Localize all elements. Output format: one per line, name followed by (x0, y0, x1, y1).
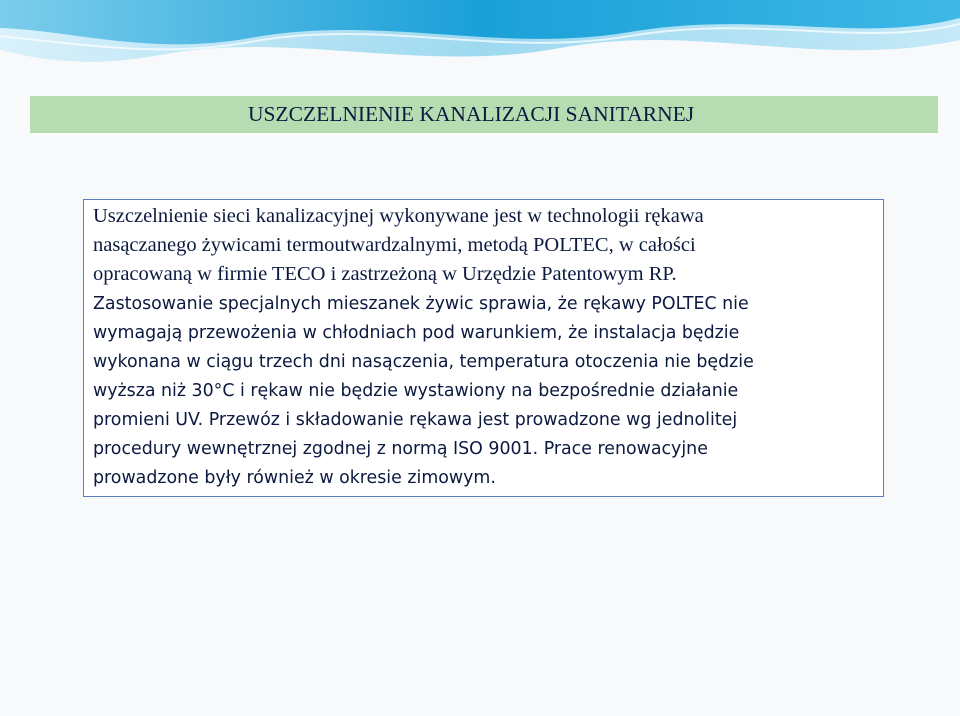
paragraph-line: Uszczelnienie sieci kanalizacyjnej wykonywane jest w technologii rękawa (93, 205, 704, 227)
paragraph-line: Zastosowanie specjalnych mieszanek żywic sprawia, że rękawy POLTEC nie (93, 294, 749, 314)
paragraph-line: wymagają przewożenia w chłodniach pod warunkiem, że instalacja będzie (93, 323, 740, 343)
paragraph-line: opracowaną w firmie TECO i zastrzeżoną w Urzędzie Patentowym RP. (93, 263, 677, 285)
paragraph-line: wyższa niż 30°C i rękaw nie będzie wystawiony na bezpośrednie działanie (93, 381, 739, 401)
title-bar (30, 96, 938, 133)
header-wave-decoration (0, 0, 960, 100)
paragraph-line: procedury wewnętrznej zgodnej z normą ISO 9001. Prace renowacyjne (93, 439, 708, 459)
slide-title: USZCZELNIENIE KANALIZACJI SANITARNEJ (248, 102, 695, 126)
paragraph-line: promieni UV. Przewóz i składowanie rękawa jest prowadzone wg jednolitej (93, 410, 738, 430)
paragraph-line: nasączanego żywicami termoutwardzalnymi, metodą POLTEC, w całości (93, 234, 696, 256)
paragraph-line: prowadzone były również w okresie zimowym. (93, 468, 496, 488)
paragraph-line: wykonana w ciągu trzech dni nasączenia, temperatura otoczenia nie będzie (93, 352, 754, 372)
